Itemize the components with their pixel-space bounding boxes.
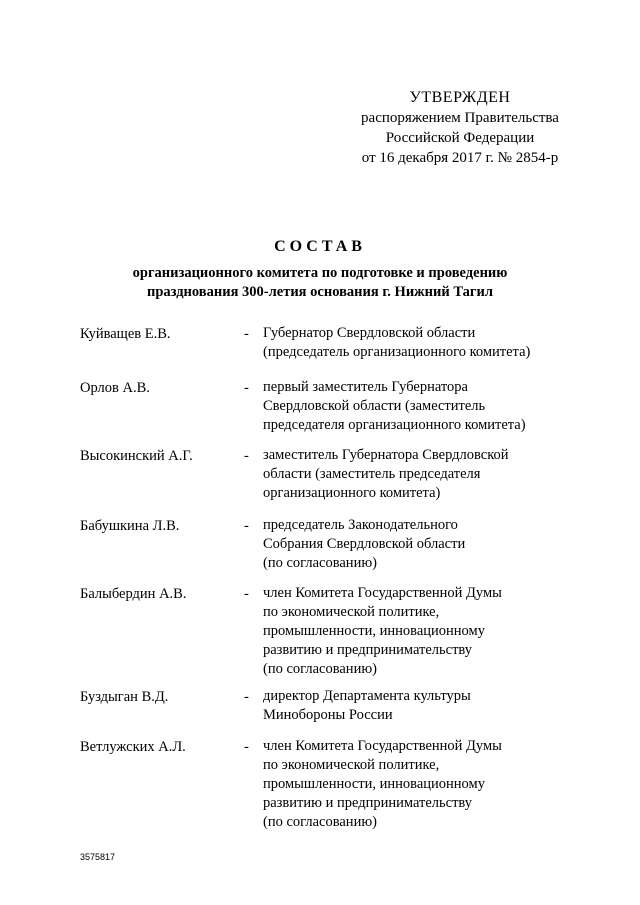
member-name: Буздыган В.Д. (80, 689, 169, 705)
member-role-line: (по согласованию) (263, 814, 377, 830)
member-role-line: (по согласованию) (263, 555, 377, 571)
member-dash: - (244, 326, 249, 342)
approval-block (330, 88, 590, 168)
member-role-line: Собрания Свердловской области (263, 536, 466, 552)
member-role-line: (по согласованию) (263, 661, 377, 677)
member-role-line: Минобороны России (263, 707, 393, 723)
member-role-line: развитию и предпринимательству (263, 795, 473, 811)
document-number: 3575817 (80, 852, 116, 862)
member-role-line: Свердловской области (заместитель (263, 398, 486, 414)
subtitle-line-1: организационного комитета по подготовке и проведению (132, 265, 508, 281)
member-role-line: Губернатор Свердловской области (263, 325, 476, 341)
member-dash: - (244, 380, 249, 396)
member-role-line: по экономической политике, (263, 604, 440, 620)
approval-line-1: распоряжением Правительства (361, 110, 559, 126)
member-role-line: первый заместитель Губернатора (263, 379, 468, 395)
member-role-line: председатель Законодательного (263, 517, 458, 533)
member-role-line: член Комитета Государственной Думы (263, 585, 502, 601)
member-dash: - (244, 586, 249, 602)
member-role-line: председателя организационного комитета) (263, 417, 526, 433)
member-role-line: член Комитета Государственной Думы (263, 738, 502, 754)
approval-line-3: от 16 декабря 2017 г. № 2854-р (361, 150, 559, 166)
member-name: Орлов А.В. (80, 380, 150, 396)
subtitle-line-2: празднования 300-летия основания г. Нижний Тагил (146, 284, 494, 300)
member-role-line: директор Департамента культуры (263, 688, 471, 704)
member-name: Балыбердин А.В. (80, 586, 187, 602)
member-dash: - (244, 689, 249, 705)
member-role (263, 516, 563, 573)
approval-heading: УТВЕРЖДЕН (409, 89, 511, 106)
member-role (263, 687, 563, 725)
member-role-line: организационного комитета) (263, 485, 441, 501)
document-title: СОСТАВ (274, 238, 366, 255)
member-role (263, 737, 563, 832)
member-role-line: заместитель Губернатора Свердловской (263, 447, 509, 463)
member-name: Бабушкина Л.В. (80, 518, 180, 534)
member-name: Высокинский А.Г. (80, 448, 193, 464)
member-role-line: развитию и предпринимательству (263, 642, 473, 658)
member-name: Ветлужских А.Л. (80, 739, 186, 755)
member-role (263, 324, 563, 362)
member-role (263, 446, 563, 503)
document-subtitle (60, 264, 580, 302)
member-role-line: области (заместитель председателя (263, 466, 481, 482)
member-role-line: (председатель организационного комитета) (263, 344, 531, 360)
member-role-line: по экономической политике, (263, 757, 440, 773)
member-role (263, 584, 563, 679)
member-dash: - (244, 739, 249, 755)
member-dash: - (244, 518, 249, 534)
member-role (263, 378, 563, 435)
member-name: Куйващев Е.В. (80, 326, 171, 342)
member-dash: - (244, 448, 249, 464)
approval-line-2: Российской Федерации (385, 130, 535, 146)
member-role-line: промышленности, инновационному (263, 776, 485, 792)
member-role-line: промышленности, инновационному (263, 623, 485, 639)
